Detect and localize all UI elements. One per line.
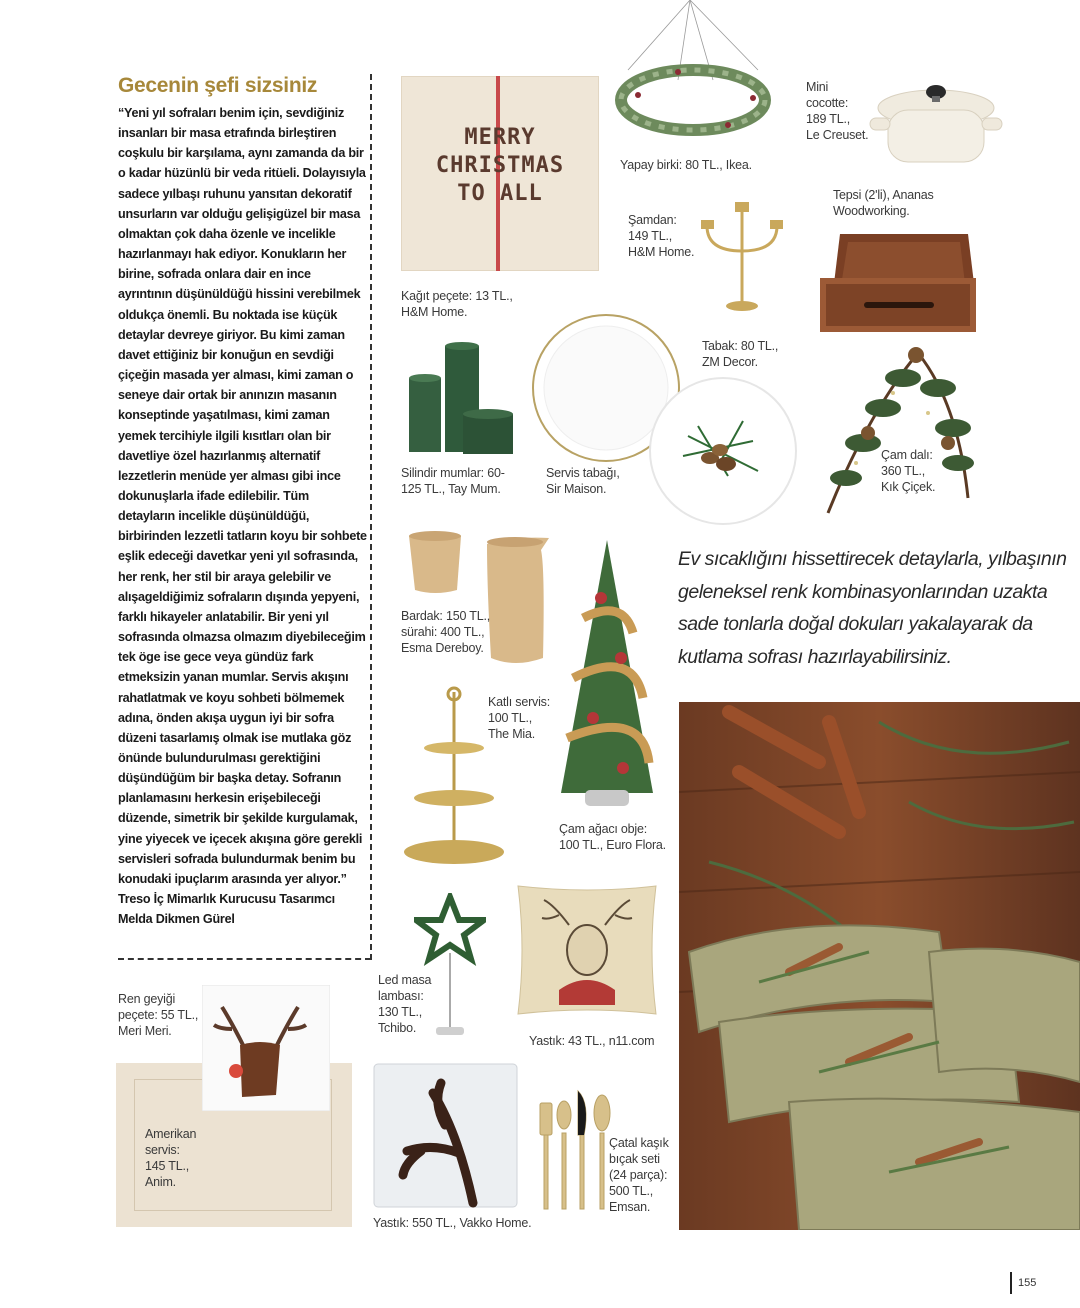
- plate-image: [648, 376, 798, 526]
- caption-plate: Tabak: 80 TL., ZM Decor.: [702, 339, 779, 369]
- caption-napkin: Kağıt peçete: 13 TL., H&M Home.: [401, 289, 513, 319]
- caption-led-lamp: Led masa lambası: 130 TL., Tchibo.: [378, 973, 432, 1035]
- article-headline: Gecenin şefi sizsiniz: [118, 74, 318, 97]
- candlestick-image: [695, 196, 790, 316]
- horizontal-divider: [118, 958, 371, 960]
- caption-antler-pillow: Yastık: 550 TL., Vakko Home.: [373, 1216, 532, 1230]
- caption-tray: Tepsi (2'li), Ananas Woodworking.: [833, 188, 934, 218]
- page-number: 155: [1018, 1277, 1037, 1289]
- caption-cutlery: Çatal kaşık bıçak seti (24 parça): 500 TL., Emsan.: [609, 1136, 669, 1214]
- antler-pillow-image: [373, 1063, 518, 1208]
- caption-tree: Çam ağacı obje: 100 TL., Euro Flora.: [559, 822, 666, 852]
- wreath-image: [608, 0, 778, 150]
- page-number-bar: [1010, 1272, 1012, 1294]
- article-body-text: “Yeni yıl sofraları benim için, sevdiğiniz insanları bir masa etrafında birleştiren coşkulu bir karşılama, aynı zamanda da bir o kadar hüzünlü bir veda ritüeli. Dolayısıyla sadece yılbaşı ruhunu yansıtan dekoratif unsurların var olduğu gelişigüzel bir masa olmaktan çok daha özenle ve incelikle hazırlanmayı hak ediyor. Konukların her birine, sofrada onlara dair en ince ayrıntının düşünüldüğü hissini verebilmek oldukça önemli. Bu noktada ise küçük detaylar devreye giriyor. Bu kimi zaman davet ettiğiniz bir konuğun en sevdiği çiçeğin masada yer alması, kimi zaman o seneye dair ortak bir anınızın masanın konseptinde yaşatılması, kimi zaman yemek tercihiyle ilgili kısıtları olan bir davetliye özel hazırlanmış alternatif lezzetlerin menüde yer alması gibi ince dokunuşlarla ifade edilebilir. Tüm detayların incelikle düşünüldüğü, birbirinden lezzetli tatların koyu bir sohbete eşlik edeceği davetkar yeni yıl sofrasında, her renk, her stil bir araya gelebilir ve alışageldiğimiz sofraların dışında yepyeni, farklı hikayeler anlatabilir. Bir yeni yıl sofrasında olmazsa olmazım diyebileceğim tek öge ise gece veya gündüz fark etmeksizin yanan mumlar. Servis akışını rahatlatmak ve koyu sohbeti bölmemek adına, önden akışa uygun iyi bir sofra düzeni tasarlamış olmak ise mutlaka göz önünde bulundurulması gerektiğini düşündüğüm bir başka detay. Sofranın planlamasını herkesin erişebileceği düzende, simetrik bir şekilde kurgulamak, yine yiyecek ve içecek akışına göre gerekli servisleri sofrada bulundurmak benim bu konudaki ipuçlarım arasında yer alıyor.”: [118, 106, 367, 886]
- caption-candlestick: Şamdan: 149 TL., H&M Home.: [628, 213, 695, 259]
- candles-image: [405, 342, 523, 457]
- caption-wreath: Yapay birki: 80 TL., Ikea.: [620, 158, 752, 172]
- author-name: Melda Dikmen Gürel: [118, 912, 235, 927]
- caption-cocotte: Mini cocotte: 189 TL., Le Creuset.: [806, 80, 869, 142]
- caption-candles: Silindir mumlar: 60- 125 TL., Tay Mum.: [401, 466, 505, 496]
- caption-reindeer-napkin: Ren geyiği peçete: 55 TL., Meri Meri.: [118, 992, 199, 1038]
- table-setting-photo: [679, 702, 1080, 1230]
- cutlery-image: [528, 1083, 622, 1213]
- quote-line-3: sade tonlarla doğal dokuları yakalayarak da: [678, 613, 1033, 635]
- christmas-tree-image: [553, 538, 661, 810]
- tiered-stand-image: [401, 686, 507, 872]
- cocotte-image: [866, 70, 1006, 180]
- vertical-divider: [370, 74, 372, 960]
- deer-pillow-image: [514, 880, 660, 1020]
- quote-line-1: Ev sıcaklığını hissettirecek detaylarla, yılbaşının: [678, 548, 1067, 570]
- napkin-print: MERRY CHRISTMAS TO ALL: [435, 125, 565, 206]
- quote-line-2: geleneksel renk kombinasyonlarından uzakta: [678, 580, 1048, 603]
- pull-quote: [678, 543, 1073, 673]
- caption-serving-plate: Servis tabağı, Sir Maison.: [546, 466, 620, 496]
- paper-napkin-image: [401, 76, 599, 271]
- quote-line-4: kutlama sofrası hazırlayabilirsiniz.: [678, 645, 952, 668]
- caption-placemat: Amerikan servis: 145 TL., Anim.: [145, 1127, 197, 1189]
- caption-tiered-stand: Katlı servis: 100 TL., The Mia.: [488, 695, 550, 741]
- caption-pine-branch: Çam dalı: 360 TL., Kık Çiçek.: [881, 448, 936, 494]
- author-title: Treso İç Mimarlık Kurucusu Tasarımcı: [118, 892, 335, 907]
- reindeer-napkin-image: [202, 985, 330, 1111]
- tray-image: [818, 228, 978, 336]
- caption-cup-jug: Bardak: 150 TL., sürahi: 400 TL., Esma Dereboy.: [401, 609, 490, 655]
- article-body: [118, 103, 368, 929]
- caption-deer-pillow: Yastık: 43 TL., n11.com: [529, 1034, 655, 1048]
